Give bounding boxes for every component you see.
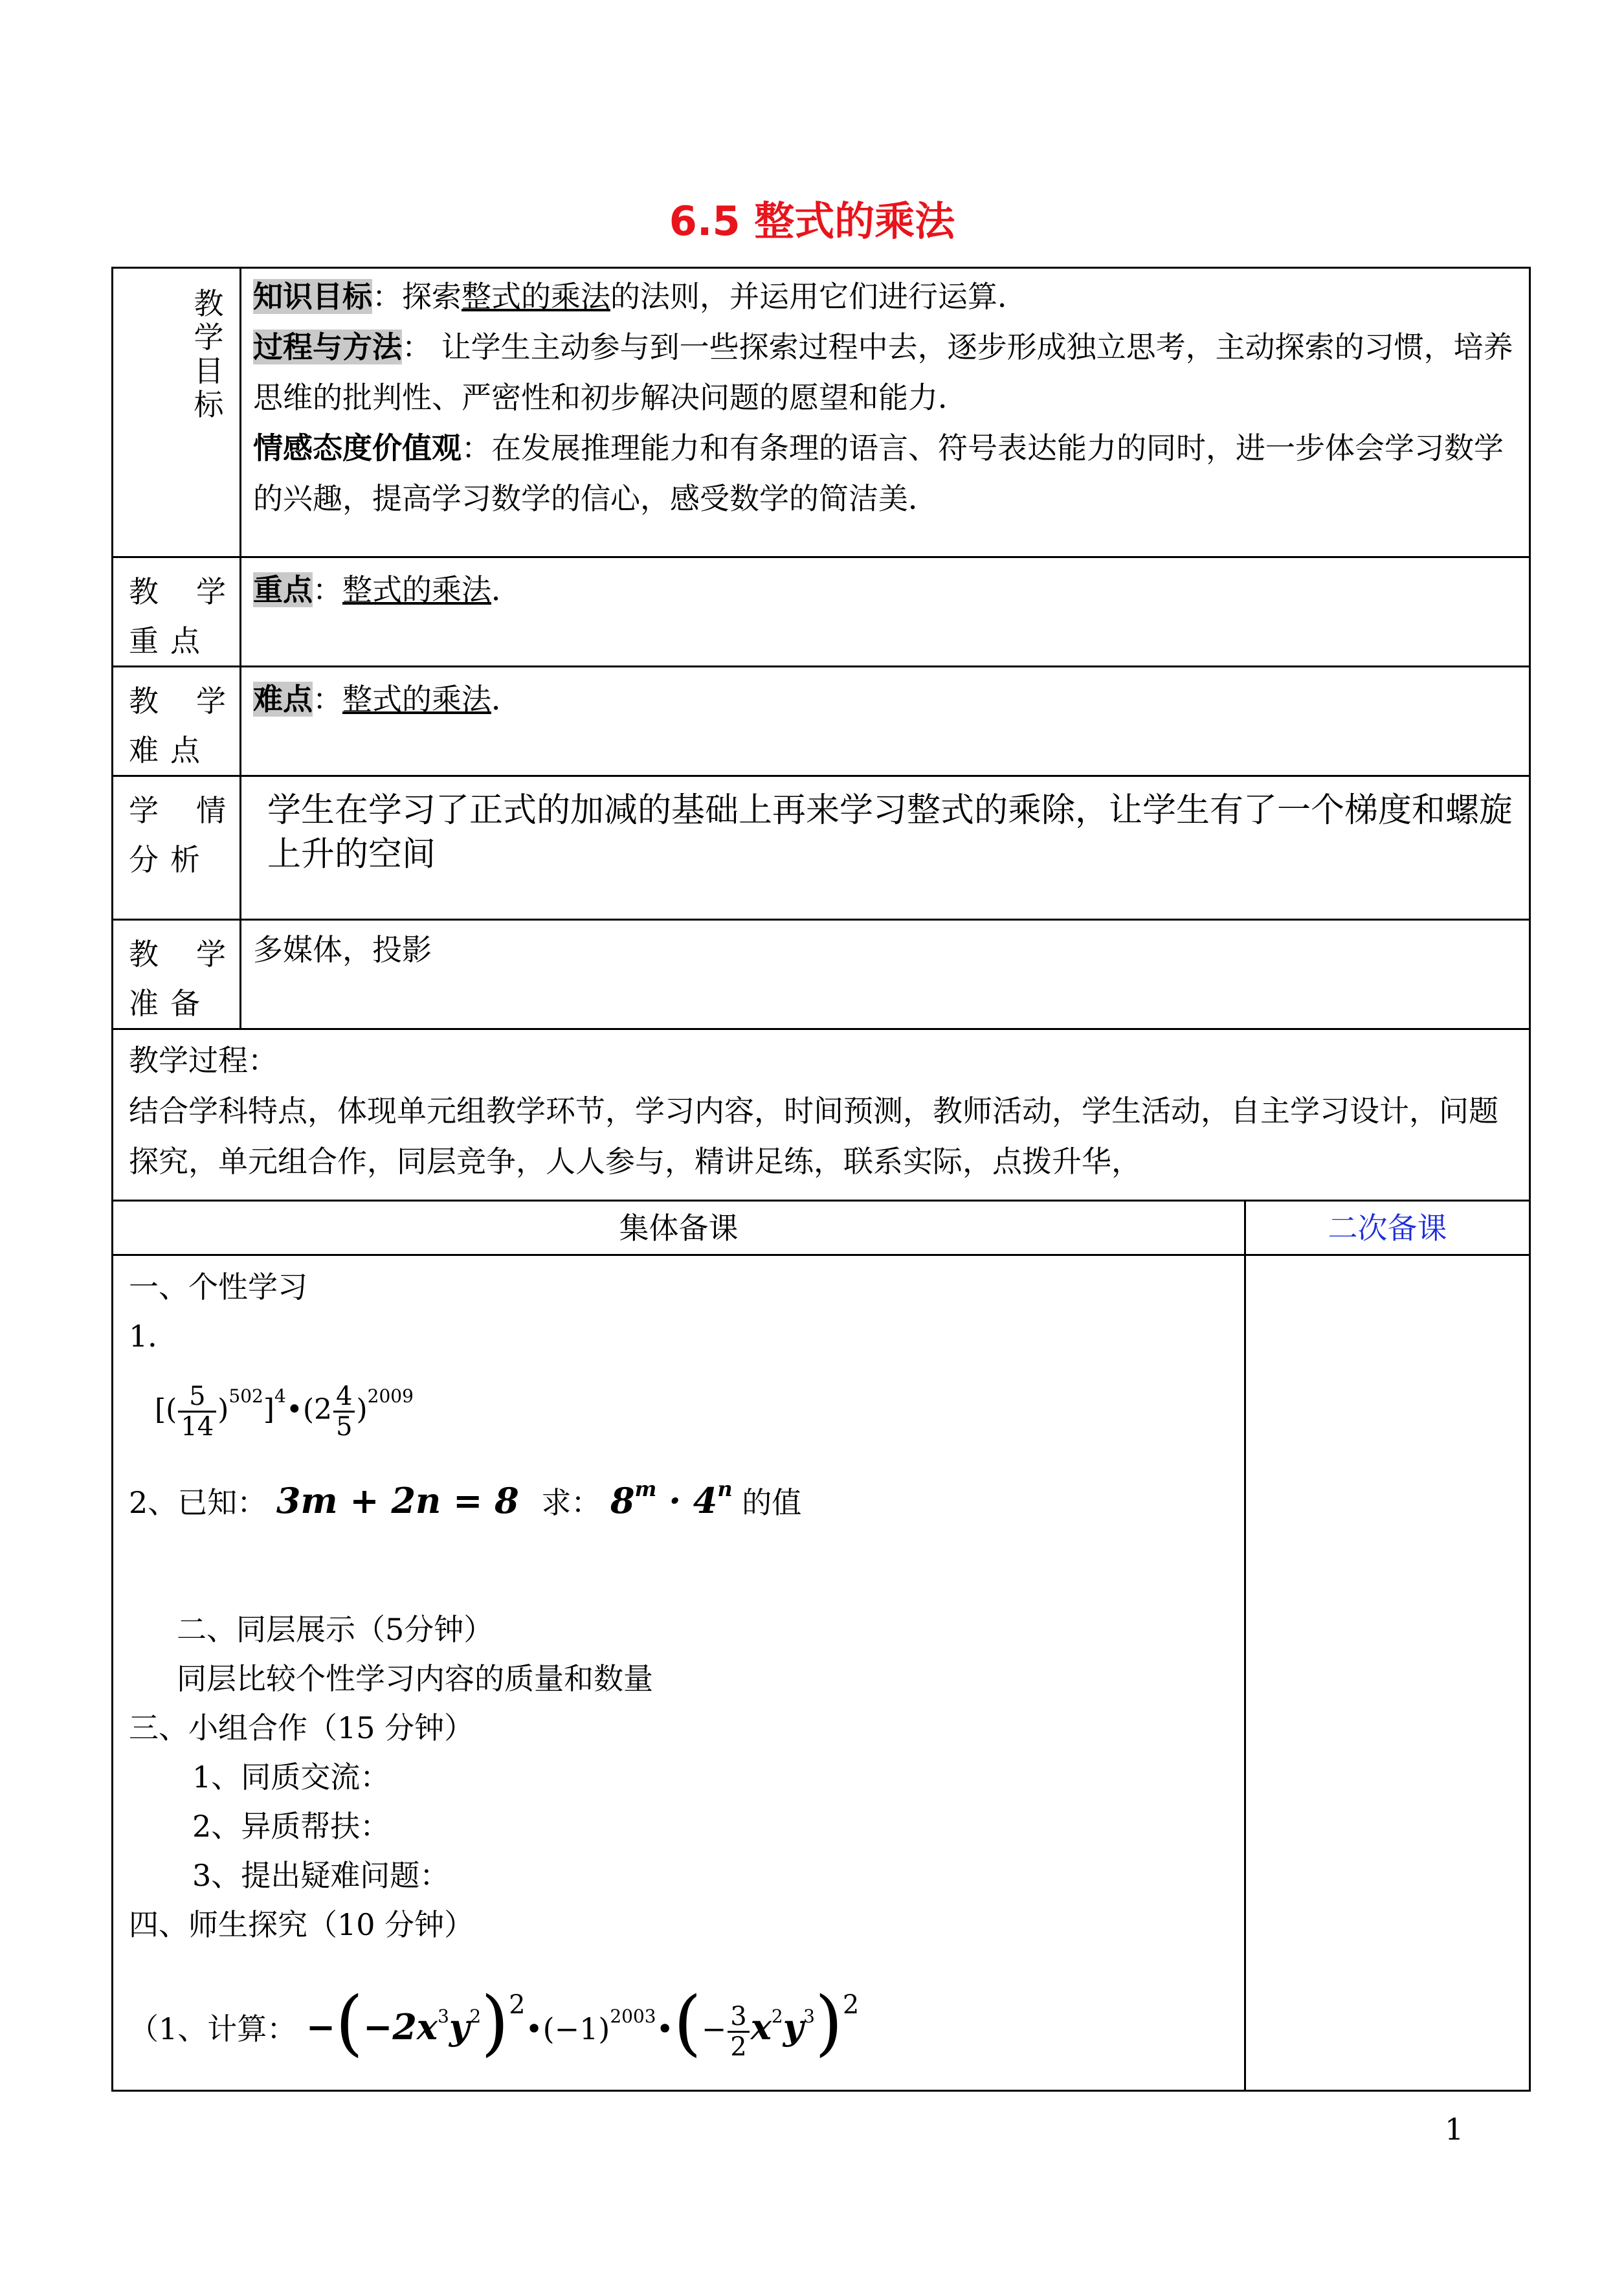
fraction xyxy=(178,1382,216,1441)
exponent: 3 xyxy=(803,2006,815,2027)
preparation-label xyxy=(113,920,241,1029)
objectives-label xyxy=(113,268,241,557)
multiply-dot: • xyxy=(656,2011,674,2046)
label-char: 学 xyxy=(194,320,224,355)
question-1-expression: [( $\frac{5}{14}$ )$^{502}$]$^4$•(2 $\frac{4}{5}$ )$^{2009}$ xyxy=(155,1381,414,1442)
knowledge-objective xyxy=(253,271,1521,322)
page-number: 1 xyxy=(1445,2112,1464,2147)
process-heading: 教学过程： xyxy=(129,1043,278,1078)
emotion-label: 情感态度价值观 xyxy=(253,431,462,465)
section-3-heading: 三、小组合作（15 分钟） xyxy=(129,1710,474,1745)
denominator: 2 xyxy=(730,2031,747,2062)
numerator: 5 xyxy=(178,1382,216,1413)
key-point-tag: 重点 xyxy=(253,572,313,607)
numerator: 3 xyxy=(728,2002,749,2033)
label-char: 学 xyxy=(196,574,226,609)
label-char: 分 xyxy=(129,842,159,877)
analysis-label xyxy=(113,776,241,920)
denominator: 14 xyxy=(181,1412,214,1442)
main-row xyxy=(113,1255,1530,2091)
process-row xyxy=(113,1029,1530,1201)
difficulty-content xyxy=(241,667,1530,776)
exponent: 2009 xyxy=(367,1385,414,1407)
section-1-heading: 一、个性学习 xyxy=(129,1270,307,1304)
emotion-objective xyxy=(253,423,1521,524)
multiply-term: · 4 xyxy=(656,1480,718,1521)
label-char: 目 xyxy=(194,353,224,388)
objectives-row xyxy=(113,268,1530,557)
label-char: 学 xyxy=(129,793,159,828)
exponent: 4 xyxy=(274,1385,286,1407)
question-2-ask: 求： xyxy=(541,1485,601,1520)
knowledge-label: 知识目标 xyxy=(253,279,372,314)
key-point-label xyxy=(113,557,241,667)
label-char: 教 xyxy=(129,684,159,719)
term: −2x xyxy=(363,2006,438,2048)
denominator: 5 xyxy=(336,1412,353,1442)
page-title: 6.5 整式的乘法 xyxy=(669,197,955,245)
fraction xyxy=(333,1382,355,1441)
knowledge-pre: ：探索 xyxy=(372,279,462,314)
preparation-content: 多媒体，投影 xyxy=(241,920,1530,1029)
exponent: n xyxy=(717,1477,733,1501)
question-2-equation: 3m + 2n = 8 xyxy=(276,1480,519,1521)
period: ． xyxy=(491,572,521,607)
key-point-row xyxy=(113,557,1530,667)
section-2-heading: 二、同层展示（5分钟） xyxy=(177,1612,494,1647)
section-3-item: 1、同质交流： xyxy=(192,1760,390,1795)
label-char: 情 xyxy=(196,793,226,828)
multiply-dot: • xyxy=(285,1393,303,1426)
variable: y xyxy=(449,2006,470,2048)
exponent: 2 xyxy=(469,2006,482,2027)
label-char: 重 xyxy=(129,623,159,658)
variable: y xyxy=(783,2006,804,2048)
question-3: （1、计算： $-(-2x^3y^2)2•(-1)^{2003}•(-$ $\frac{3}{2}$ $x^2y^3)2$ xyxy=(129,1981,860,2064)
section-2-text: 同层比较个性学习内容的质量和数量 xyxy=(177,1661,653,1696)
preparation-row xyxy=(113,920,1530,1029)
section-3-item: 3、提出疑难问题： xyxy=(192,1858,450,1893)
question-2-suffix: 的值 xyxy=(742,1485,802,1520)
objectives-content xyxy=(241,268,1530,557)
main-content xyxy=(113,1255,1245,2091)
columns-header-row xyxy=(113,1201,1530,1255)
bracket: ] xyxy=(263,1393,275,1426)
key-point-text: 整式的乘法 xyxy=(342,572,491,607)
paren: ) xyxy=(356,1393,368,1426)
secondary-notes-cell[interactable] xyxy=(1245,1255,1530,2091)
section-4-heading: 四、师生探究（10 分钟） xyxy=(129,1907,474,1942)
secondary-header: 二次备课 xyxy=(1245,1201,1530,1255)
knowledge-post: 的法则，并运用它们进行运算． xyxy=(610,279,1027,314)
difficulty-text: 整式的乘法 xyxy=(342,682,491,717)
label-char: 点 xyxy=(170,623,200,658)
exponent: 2 xyxy=(771,2006,783,2027)
process-label: 过程与方法 xyxy=(253,330,402,364)
process-text: 结合学科特点，体现单元组教学环节，学习内容，时间预测，教师活动，学生活动，自主学习设计，问题探究，单元组合作，同层竞争，人人参与，精讲足练，联系实际，点拨升华， xyxy=(129,1093,1498,1179)
minus-sign: − xyxy=(306,2006,336,2048)
lesson-plan-table xyxy=(111,267,1531,2092)
section-3-item: 2、异质帮扶： xyxy=(192,1809,390,1844)
analysis-content: 学生在学习了正式的加减的基础上再来学习整式的乘除，让学生有了一个梯度和螺旋上升的空间 xyxy=(241,776,1530,920)
exponent: 2 xyxy=(509,1990,526,2020)
separator: ： xyxy=(313,572,342,607)
base: 8 xyxy=(610,1480,635,1521)
difficulty-row xyxy=(113,667,1530,776)
label-char: 备 xyxy=(170,986,200,1021)
question-2 xyxy=(129,1464,1236,1527)
numerator: 4 xyxy=(333,1382,355,1413)
label-char: 点 xyxy=(170,733,200,768)
exponent: 3 xyxy=(438,2006,449,2027)
process-text: ： 让学生主动参与到一些探索过程中去，逐步形成独立思考，主动探索的习惯，培养思维的批判性、严密性和初步解决问题的愿望和能力． xyxy=(253,330,1513,415)
label-char: 学 xyxy=(196,684,226,719)
separator: ： xyxy=(313,682,342,717)
exponent: 502 xyxy=(228,1385,263,1407)
mixed-whole: (2 xyxy=(302,1393,332,1426)
label-char: 教 xyxy=(129,937,159,972)
label-char: 难 xyxy=(129,733,159,768)
label-char: 教 xyxy=(194,286,224,321)
variable: x xyxy=(750,2006,772,2048)
fraction xyxy=(728,2002,749,2061)
key-point-content xyxy=(241,557,1530,667)
collective-header: 集体备课 xyxy=(113,1201,1245,1255)
exponent: m xyxy=(634,1477,657,1501)
question-3-prefix: （1、计算： xyxy=(129,2011,297,2046)
bracket: [( xyxy=(155,1393,177,1426)
exponent: 2 xyxy=(842,1990,860,2020)
label-char: 析 xyxy=(170,842,200,877)
label-char: 准 xyxy=(129,986,159,1021)
difficulty-label xyxy=(113,667,241,776)
emotion-text: ：在发展推理能力和有条理的语言、符号表达能力的同时，进一步体会学习数学的兴趣，提高学习数学的信心，感受数学的简洁美． xyxy=(253,431,1504,516)
difficulty-tag: 难点 xyxy=(253,682,313,717)
process-content xyxy=(113,1029,1530,1201)
label-char: 学 xyxy=(196,937,226,972)
multiply-dot: • xyxy=(525,2011,543,2046)
period: ． xyxy=(491,682,521,717)
question-1-label: 1． xyxy=(129,1319,178,1354)
exponent: 2003 xyxy=(610,2006,656,2027)
knowledge-topic: 整式的乘法 xyxy=(462,279,610,314)
process-objective xyxy=(253,322,1521,423)
label-char: 标 xyxy=(194,387,224,422)
term: (−1) xyxy=(542,2011,610,2046)
question-2-prefix: 2、已知： xyxy=(129,1485,267,1520)
label-char: 教 xyxy=(129,574,159,609)
minus-sign: − xyxy=(701,2011,727,2046)
analysis-row xyxy=(113,776,1530,920)
